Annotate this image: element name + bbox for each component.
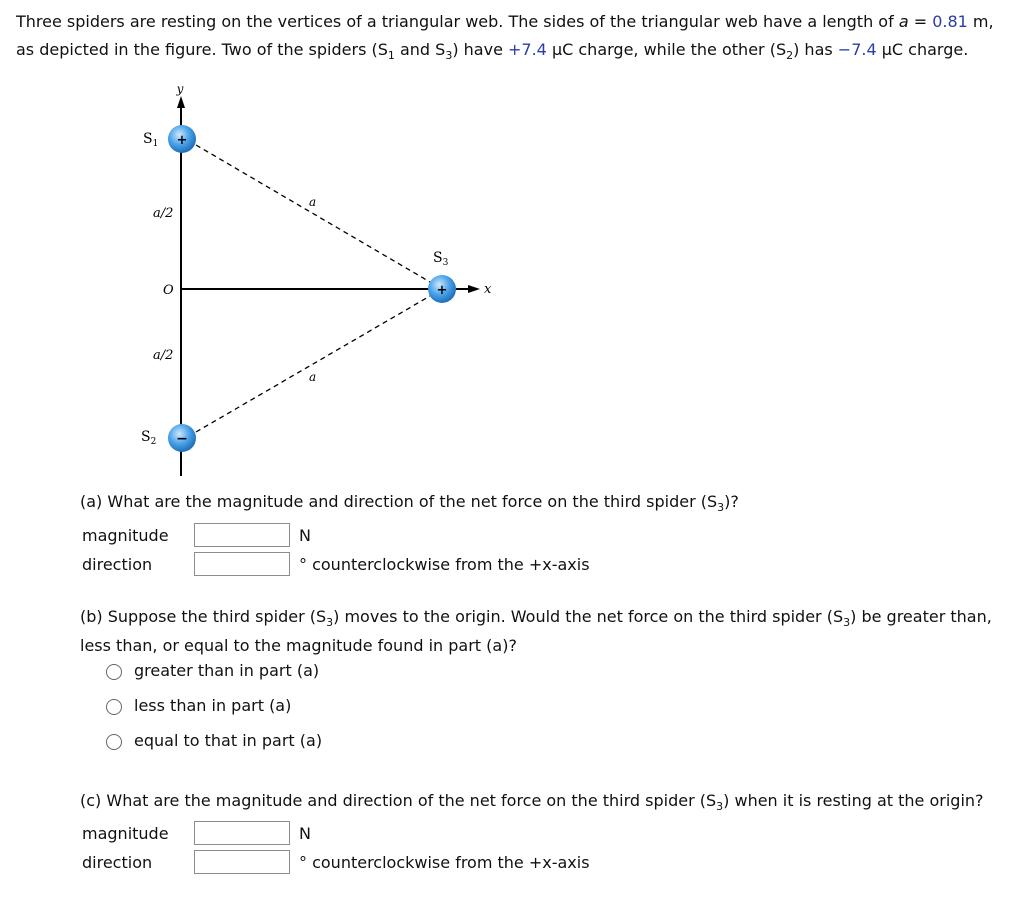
part-b-question-line2: less than, or equal to the magnitude found in part (a)? xyxy=(80,636,517,655)
part-c-magnitude-unit: N xyxy=(299,824,311,843)
radio-less-than[interactable] xyxy=(106,699,122,715)
origin-label: O xyxy=(163,283,174,298)
half-length-top-label: a/2 xyxy=(153,206,174,221)
option-less-than-label: less than in part (a) xyxy=(134,696,292,715)
part-c-direction-unit: ° counterclockwise from the +x-axis xyxy=(299,853,590,872)
part-a-magnitude-input[interactable] xyxy=(194,523,290,547)
part-c-magnitude-input[interactable] xyxy=(194,821,290,845)
s3-plus-sign: + xyxy=(436,283,448,298)
part-c-magnitude-label: magnitude xyxy=(82,824,169,843)
part-c-question-end: ) when it is resting at the origin? xyxy=(723,791,984,810)
s1-label: $S_1$ xyxy=(143,131,159,149)
problem-intro xyxy=(16,8,1016,64)
intro-text-5: μC charge, while the other (S xyxy=(546,40,787,59)
part-b-text-2: ) moves to the origin. Would the net force on the third spider (S xyxy=(333,607,844,626)
part-c-question-text: (c) What are the magnitude and direction of the net force on the third spider (S xyxy=(80,791,717,810)
s3-label: $S_3$ xyxy=(433,250,449,268)
part-a-direction-unit: ° counterclockwise from the +x-axis xyxy=(299,555,590,574)
y-axis-label: y xyxy=(176,82,184,96)
s3-subscript: 3 xyxy=(445,49,453,62)
part-a-question-end: )? xyxy=(724,492,739,511)
part-b-text-3: ) be greater than, xyxy=(850,607,992,626)
x-axis-arrow xyxy=(468,285,480,293)
intro-text: Three spiders are resting on the vertices of a triangular web. The sides of the triangular web have a length of xyxy=(16,12,899,31)
equals: = xyxy=(908,12,933,31)
part-a-question-text: (a) What are the magnitude and direction of the net force on the third spider (S xyxy=(80,492,718,511)
part-c-question xyxy=(80,788,984,814)
intro-text-2: m, as depicted in the figure. Two of the spiders (S xyxy=(16,12,994,59)
side-top-label: a xyxy=(309,195,317,209)
radio-greater-than[interactable] xyxy=(106,664,122,680)
part-a-question xyxy=(80,489,739,515)
part-a-direction-input[interactable] xyxy=(194,552,290,576)
part-c-direction-row xyxy=(82,849,782,875)
part-a-magnitude-unit: N xyxy=(299,526,311,545)
triangle-web-figure xyxy=(120,78,520,480)
half-length-bottom-label: a/2 xyxy=(153,348,174,363)
a-symbol: a xyxy=(898,12,909,31)
negative-charge-value: −7.4 xyxy=(837,40,877,59)
part-b-question-line1 xyxy=(80,604,992,630)
s2-subscript: 2 xyxy=(786,49,794,62)
part-b-subscript-1: 3 xyxy=(326,616,334,629)
x-axis-label: x xyxy=(484,282,492,297)
part-a-magnitude-row xyxy=(82,522,782,548)
part-a-magnitude-label: magnitude xyxy=(82,526,169,545)
part-c-subscript: 3 xyxy=(716,800,724,813)
side-top-dashed xyxy=(196,145,430,282)
part-c-direction-label: direction xyxy=(82,853,153,872)
y-axis-arrow xyxy=(177,96,185,108)
option-greater-than-label: greater than in part (a) xyxy=(134,661,320,680)
radio-equal[interactable] xyxy=(106,734,122,750)
s2-label: $S_2$ xyxy=(141,429,157,447)
option-equal-label: equal to that in part (a) xyxy=(134,731,323,750)
side-length-value: 0.81 xyxy=(932,12,968,31)
part-a-subscript: 3 xyxy=(717,501,725,514)
positive-charge-value: +7.4 xyxy=(508,40,547,59)
part-a-direction-row xyxy=(82,551,782,577)
intro-text-7: μC charge. xyxy=(876,40,969,59)
s2-minus-sign: − xyxy=(176,431,188,447)
part-c-magnitude-row xyxy=(82,820,782,846)
intro-text-4: ) have xyxy=(452,40,508,59)
side-bottom-dashed xyxy=(196,296,430,432)
part-a-direction-label: direction xyxy=(82,555,153,574)
side-bottom-label: a xyxy=(309,370,317,384)
part-b-text-1: (b) Suppose the third spider (S xyxy=(80,607,327,626)
s1-subscript: 1 xyxy=(387,49,395,62)
intro-text-3: and S xyxy=(394,40,446,59)
intro-text-6: ) has xyxy=(793,40,838,59)
part-c-direction-input[interactable] xyxy=(194,850,290,874)
part-b-subscript-2: 3 xyxy=(843,616,851,629)
s1-plus-sign: + xyxy=(176,133,188,148)
